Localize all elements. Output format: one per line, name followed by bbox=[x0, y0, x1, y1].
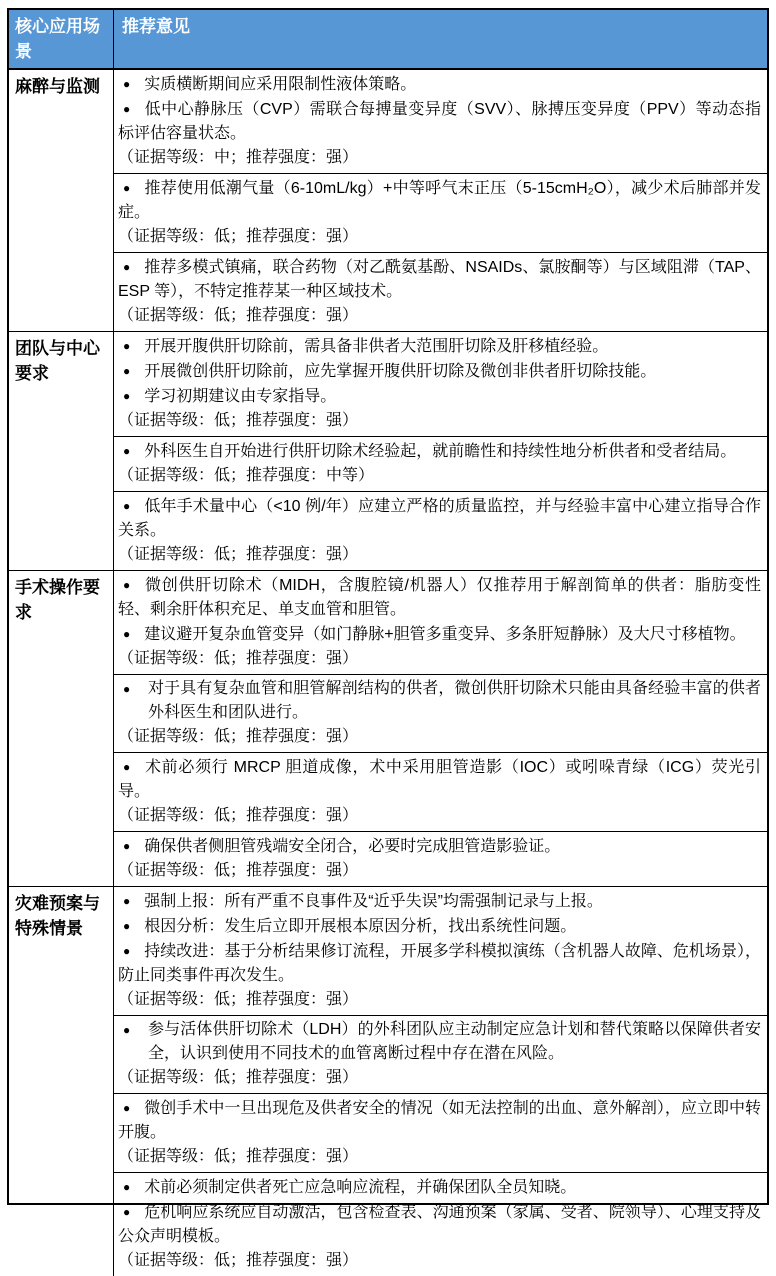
recommendation-item bbox=[118, 72, 761, 97]
evidence-grade-line: （证据等级：低；推荐强度：强） bbox=[118, 1148, 359, 1165]
scenario-label: 团队与中心要求 bbox=[9, 332, 114, 570]
recommendation-item bbox=[118, 439, 761, 464]
recommendation-group bbox=[114, 1093, 767, 1172]
header-cell-recommendation: 推荐意见 bbox=[122, 17, 190, 36]
bullet-icon: ● bbox=[123, 578, 131, 592]
bullet-icon: ● bbox=[123, 919, 131, 933]
bullet-icon: ● bbox=[123, 1101, 131, 1115]
recommendation-group bbox=[114, 571, 767, 674]
recommendation-item bbox=[118, 677, 761, 725]
recommendation-item bbox=[118, 1200, 761, 1249]
evidence-grade-line: （证据等级：中；推荐强度：强） bbox=[118, 149, 359, 166]
item-text: 微创手术中一旦出现危及供者安全的情况（如无法控制的出血、意外解剖），应立即中转开腹。 bbox=[118, 1100, 761, 1141]
recommendation-item bbox=[118, 914, 761, 939]
recommendation-item bbox=[118, 755, 761, 804]
table-body bbox=[9, 70, 767, 1276]
item-text: 危机响应系统应自动激活，包含检查表、沟通预案（家属、受者、院领导）、心理支持及公众声明模板。 bbox=[118, 1204, 761, 1245]
recommendation-group bbox=[114, 252, 767, 331]
bullet-icon: ● bbox=[123, 77, 131, 91]
item-text: 推荐多模式镇痛，联合药物（对乙酰氨基酚、NSAIDs、氯胺酮等）与区域阻滞（TAP、ESP 等），不特定推荐某一种区域技术。 bbox=[118, 259, 761, 300]
item-text: 低中心静脉压（CVP）需联合每搏量变异度（SVV）、脉搏压变异度（PPV）等动态指标评估容量状态。 bbox=[118, 101, 761, 142]
evidence-grade-line: （证据等级：低；推荐强度：强） bbox=[118, 991, 359, 1008]
recommendation-item bbox=[118, 359, 761, 384]
bullet-icon: ● bbox=[123, 339, 131, 353]
item-text: 术前必须制定供者死亡应急响应流程，并确保团队全员知晓。 bbox=[144, 1179, 577, 1196]
table-row bbox=[9, 331, 767, 570]
recommendation-groups bbox=[114, 70, 767, 331]
bullet-icon: ● bbox=[123, 894, 131, 908]
evidence-grade-line: （证据等级：低；推荐强度：中等） bbox=[118, 467, 375, 484]
table-row bbox=[9, 886, 767, 1276]
recommendation-item bbox=[118, 1175, 761, 1200]
item-text: 低年手术量中心（<10 例/年）应建立严格的质量监控，并与经验丰富中心建立指导合作关系。 bbox=[118, 498, 761, 539]
recommendation-group bbox=[114, 674, 767, 752]
recommendation-group bbox=[114, 1172, 767, 1276]
recommendation-item bbox=[118, 939, 761, 988]
bullet-icon: ● bbox=[123, 1205, 131, 1219]
recommendation-group bbox=[114, 332, 767, 436]
recommendation-group bbox=[114, 831, 767, 886]
table-header-row bbox=[9, 10, 767, 70]
item-text: 参与活体供肝切除术（LDH）的外科团队应主动制定应急计划和替代策略以保障供者安全，认识到使用不同技术的血管离断过程中存在潜在风险。 bbox=[148, 1021, 761, 1062]
bullet-icon: ● bbox=[123, 364, 131, 378]
recommendation-item bbox=[118, 97, 761, 146]
item-text: 根因分析：发生后立即开展根本原因分析，找出系统性问题。 bbox=[144, 918, 577, 935]
evidence-grade-line: （证据等级：低；推荐强度：强） bbox=[118, 728, 359, 745]
item-text: 推荐使用低潮气量（6-10mL/kg）+中等呼气末正压（5-15cmH₂O），减少术后肺部并发症。 bbox=[118, 180, 761, 221]
bullet-icon: ● bbox=[123, 1180, 131, 1194]
scenario-label: 灾难预案与特殊情景 bbox=[9, 887, 114, 1276]
bullet-icon: ● bbox=[123, 389, 131, 403]
recommendation-item bbox=[118, 889, 761, 914]
recommendation-group bbox=[114, 491, 767, 570]
recommendation-item bbox=[118, 334, 761, 359]
item-text: 外科医生自开始进行供肝切除术经验起，就前瞻性和持续性地分析供者和受者结局。 bbox=[144, 443, 737, 460]
recommendation-item bbox=[118, 384, 761, 409]
bullet-icon: ● bbox=[123, 499, 131, 513]
bullet-icon: ● bbox=[123, 682, 131, 696]
item-text: 微创供肝切除术（MIDH，含腹腔镜/机器人）仅推荐用于解剖简单的供者：脂肪变性轻、剩余肝体积充足、单支血管和胆管。 bbox=[118, 577, 761, 618]
evidence-grade-line: （证据等级：低；推荐强度：强） bbox=[118, 412, 359, 429]
evidence-grade-line: （证据等级：低；推荐强度：强） bbox=[118, 650, 359, 667]
scenario-label: 麻醉与监测 bbox=[9, 70, 114, 331]
item-text: 强制上报：所有严重不良事件及“近乎失误”均需强制记录与上报。 bbox=[144, 893, 603, 910]
evidence-grade-line: （证据等级：低；推荐强度：强） bbox=[118, 1069, 359, 1086]
bullet-icon: ● bbox=[123, 627, 131, 641]
header-cell-scenario: 核心应用场景 bbox=[9, 10, 114, 68]
recommendation-item bbox=[118, 255, 761, 304]
recommendation-group bbox=[114, 752, 767, 831]
item-text: 对于具有复杂血管和胆管解剖结构的供者，微创供肝切除术只能由具备经验丰富的供者外科医生和团队进行。 bbox=[148, 680, 761, 721]
recommendation-item bbox=[118, 622, 761, 647]
recommendations-table bbox=[7, 8, 769, 1269]
recommendation-group bbox=[114, 1015, 767, 1093]
recommendation-item bbox=[118, 1096, 761, 1145]
bullet-icon: ● bbox=[123, 181, 131, 195]
recommendation-item bbox=[118, 834, 761, 859]
item-text: 实质横断期间应采用限制性液体策略。 bbox=[144, 76, 417, 93]
recommendation-item bbox=[118, 176, 761, 225]
recommendation-groups bbox=[114, 332, 767, 570]
recommendation-item bbox=[118, 573, 761, 622]
evidence-grade-line: （证据等级：低；推荐强度：强） bbox=[118, 807, 359, 824]
item-text: 开展开腹供肝切除前，需具备非供者大范围肝切除及肝移植经验。 bbox=[144, 338, 609, 355]
recommendation-item bbox=[118, 1018, 761, 1066]
evidence-grade-line: （证据等级：低；推荐强度：强） bbox=[118, 862, 359, 879]
bullet-icon: ● bbox=[123, 839, 131, 853]
scenario-label: 手术操作要求 bbox=[9, 571, 114, 886]
item-text: 建议避开复杂血管变异（如门静脉+胆管多重变异、多条肝短静脉）及大尺寸移植物。 bbox=[144, 626, 746, 643]
recommendation-group bbox=[114, 887, 767, 1015]
recommendation-groups bbox=[114, 571, 767, 886]
item-text: 学习初期建议由专家指导。 bbox=[144, 388, 337, 405]
evidence-grade-line: （证据等级：低；推荐强度：强） bbox=[118, 307, 359, 324]
recommendation-group bbox=[114, 173, 767, 252]
recommendation-group bbox=[114, 70, 767, 173]
item-text: 开展微创供肝切除前，应先掌握开腹供肝切除及微创非供者肝切除技能。 bbox=[144, 363, 657, 380]
recommendation-groups bbox=[114, 887, 767, 1276]
recommendation-item bbox=[118, 494, 761, 543]
recommendation-group bbox=[114, 436, 767, 491]
bullet-icon: ● bbox=[123, 1023, 131, 1037]
item-text: 确保供者侧胆管残端安全闭合，必要时完成胆管造影验证。 bbox=[144, 838, 561, 855]
evidence-grade-line: （证据等级：低；推荐强度：强） bbox=[118, 1252, 359, 1269]
bullet-icon: ● bbox=[123, 260, 131, 274]
table-row bbox=[9, 70, 767, 331]
bullet-icon: ● bbox=[123, 760, 131, 774]
item-text: 持续改进：基于分析结果修订流程，开展多学科模拟演练（含机器人故障、危机场景），防止同类事件再次发生。 bbox=[118, 943, 761, 984]
evidence-grade-line: （证据等级：低；推荐强度：强） bbox=[118, 546, 359, 563]
table-row bbox=[9, 570, 767, 886]
item-text: 术前必须行 MRCP 胆道成像，术中采用胆管造影（IOC）或吲哚青绿（ICG）荧光引导。 bbox=[118, 759, 761, 800]
bullet-icon: ● bbox=[123, 944, 131, 958]
bullet-icon: ● bbox=[123, 102, 131, 116]
evidence-grade-line: （证据等级：低；推荐强度：强） bbox=[118, 228, 359, 245]
bullet-icon: ● bbox=[123, 444, 131, 458]
